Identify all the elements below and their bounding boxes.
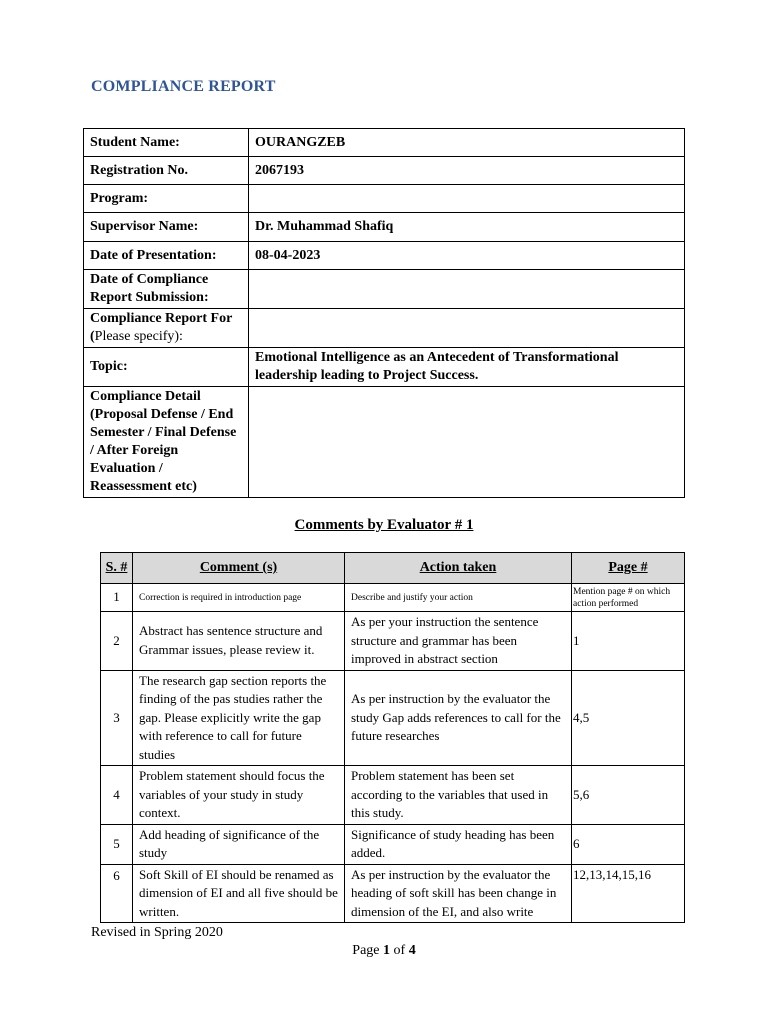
row-comment: Correction is required in introduction page <box>133 584 345 612</box>
row-action: Problem statement has been set according to the variables that used in this study. <box>345 766 572 825</box>
info-row <box>84 213 685 242</box>
of-word: of <box>390 943 409 958</box>
info-value: 2067193 <box>249 157 685 185</box>
page-current: 1 <box>383 943 391 958</box>
header-comment: Comment (s) <box>133 553 345 584</box>
info-label-bold: Compliance Report For ( <box>90 311 233 344</box>
row-sn: 3 <box>101 670 133 766</box>
info-value <box>249 387 685 498</box>
row-comment: Problem statement should focus the variables of your study in study context. <box>133 766 345 825</box>
header-page: Page # <box>572 553 685 584</box>
header-sn: S. # <box>101 553 133 584</box>
info-label: Student Name: <box>84 129 249 157</box>
info-value: Emotional Intelligence as an Antecedent of Transformational leadership leading to Project Success. <box>249 348 685 387</box>
info-row <box>84 185 685 213</box>
info-value <box>249 309 685 348</box>
table-row <box>101 670 685 766</box>
row-page: 12,13,14,15,16 <box>572 864 685 923</box>
revised-note: Revised in Spring 2020 <box>91 925 223 940</box>
page-total: 4 <box>408 943 416 958</box>
row-page: 5,6 <box>572 766 685 825</box>
info-label: Topic: <box>84 348 249 387</box>
info-row <box>84 270 685 309</box>
row-comment: Add heading of significance of the study <box>133 824 345 864</box>
info-label: Registration No. <box>84 157 249 185</box>
info-value: Dr. Muhammad Shafiq <box>249 213 685 242</box>
evaluator-heading: Comments by Evaluator # 1 <box>294 517 474 533</box>
page-number <box>0 943 768 959</box>
info-row <box>84 387 685 498</box>
row-page: 1 <box>572 612 685 671</box>
row-sn: 5 <box>101 824 133 864</box>
header-action: Action taken <box>345 553 572 584</box>
info-row <box>84 348 685 387</box>
table-row <box>101 864 685 923</box>
info-value: OURANGZEB <box>249 129 685 157</box>
row-page: Mention page # on which action performed <box>572 584 685 612</box>
row-action: As per your instruction the sentence structure and grammar has been improved in abstract section <box>345 612 572 671</box>
row-sn: 1 <box>101 584 133 612</box>
info-row <box>84 157 685 185</box>
info-value <box>249 185 685 213</box>
info-value <box>249 270 685 309</box>
info-label: Supervisor Name: <box>84 213 249 242</box>
report-title: COMPLIANCE REPORT <box>91 78 276 95</box>
row-page: 4,5 <box>572 670 685 766</box>
row-action: Significance of study heading has been added. <box>345 824 572 864</box>
row-action: As per instruction by the evaluator the study Gap adds references to call for the future researches <box>345 670 572 766</box>
info-label <box>84 309 249 348</box>
row-comment: The research gap section reports the finding of the pas studies rather the gap. Please explicitly write the gap with reference to call for future studies <box>133 670 345 766</box>
table-row <box>101 584 685 612</box>
page-word: Page <box>352 943 384 958</box>
row-comment: Abstract has sentence structure and Grammar issues, please review it. <box>133 612 345 671</box>
table-row <box>101 612 685 671</box>
row-sn: 2 <box>101 612 133 671</box>
table-row <box>101 824 685 864</box>
info-label: Program: <box>84 185 249 213</box>
row-action: Describe and justify your action <box>345 584 572 612</box>
comments-header-row <box>101 553 685 584</box>
info-row <box>84 129 685 157</box>
info-row <box>84 242 685 270</box>
row-action: As per instruction by the evaluator the heading of soft skill has been change in dimension of the EI, and also write <box>345 864 572 923</box>
student-info-table <box>83 128 685 498</box>
comments-table <box>100 552 685 923</box>
info-value: 08-04-2023 <box>249 242 685 270</box>
row-page: 6 <box>572 824 685 864</box>
table-row <box>101 766 685 825</box>
row-sn: 4 <box>101 766 133 825</box>
row-sn: 6 <box>101 864 133 923</box>
info-label: Compliance Detail (Proposal Defense / End Semester / Final Defense / After Foreign Evaluation / Reassessment etc) <box>84 387 249 498</box>
info-row <box>84 309 685 348</box>
info-label: Date of Compliance Report Submission: <box>84 270 249 309</box>
info-label: Date of Presentation: <box>84 242 249 270</box>
info-label-normal: Please specify): <box>94 329 183 344</box>
row-comment: Soft Skill of EI should be renamed as dimension of EI and all five should be written. <box>133 864 345 923</box>
